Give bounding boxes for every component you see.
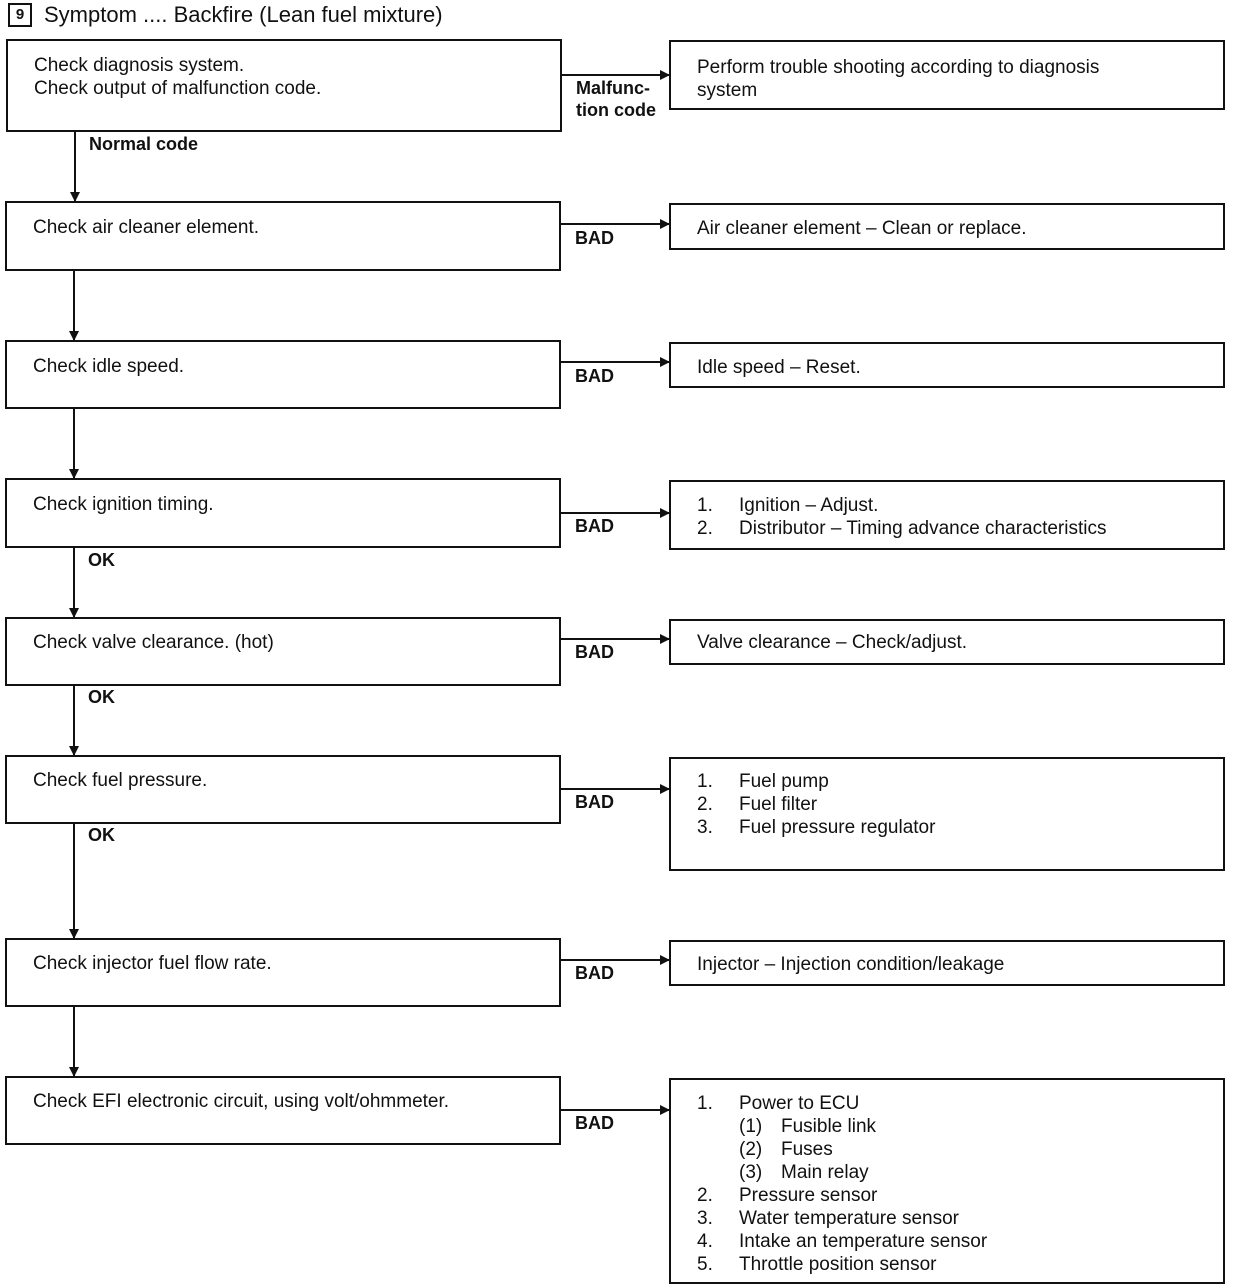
result-item: 1. Ignition – Adjust.: [697, 495, 879, 516]
normal-code-label: Normal code: [89, 134, 199, 154]
step-line: Check air cleaner element.: [33, 217, 259, 238]
result-box-injector-flow: [669, 940, 1225, 986]
result-box-efi-circuit: [669, 1078, 1225, 1284]
step-box-fuel-pressure: [5, 755, 561, 824]
result-subitem: (2) Fuses: [739, 1139, 833, 1160]
result-box-fuel-pressure: [669, 757, 1225, 871]
result-line: Air cleaner element – Clean or replace.: [697, 218, 1027, 239]
bad-label: BAD: [575, 1113, 614, 1133]
result-item: 3. Water temperature sensor: [697, 1208, 959, 1229]
result-box-air-cleaner: [669, 203, 1225, 250]
result-box-diagnosis: [669, 40, 1225, 110]
step-line: Check EFI electronic circuit, using volt/ohmmeter.: [33, 1091, 450, 1112]
result-box-idle-speed: [669, 342, 1225, 388]
step-box-idle-speed: [5, 340, 561, 409]
result-line: Idle speed – Reset.: [697, 357, 861, 378]
section-number: 9: [8, 3, 32, 27]
result-line: Perform trouble shooting according to diagnosis: [697, 57, 1100, 78]
bad-label: BAD: [575, 963, 614, 983]
step-box-efi-circuit: [5, 1076, 561, 1145]
bad-label: BAD: [575, 516, 614, 536]
result-line: Valve clearance – Check/adjust.: [697, 632, 968, 653]
step-box-injector-flow: [5, 938, 561, 1007]
result-box-valve-clearance: [669, 619, 1225, 665]
result-item: 2. Distributor – Timing advance characteristics: [697, 518, 1107, 539]
title-text: Symptom .... Backfire (Lean fuel mixture): [44, 2, 443, 27]
step-line: Check injector fuel flow rate.: [33, 953, 272, 974]
step-line: Check fuel pressure.: [33, 770, 208, 791]
result-line: system: [697, 80, 758, 101]
step-line: Check valve clearance. (hot): [33, 632, 274, 653]
result-subitem: (1) Fusible link: [739, 1116, 877, 1137]
step-line: Check idle speed.: [33, 356, 185, 377]
malfunction-code-label: Malfunc- tion code: [576, 78, 656, 120]
bad-label: BAD: [575, 792, 614, 812]
step-line: Check diagnosis system.: [34, 55, 245, 76]
step-box-valve-clearance: [5, 617, 561, 686]
result-item: 1. Fuel pump: [697, 771, 829, 792]
step-box-diagnosis: [6, 39, 562, 132]
ok-label: OK: [88, 687, 115, 707]
step-box-air-cleaner: [5, 201, 561, 271]
result-item: 4. Intake an temperature sensor: [697, 1231, 988, 1252]
result-item: 2. Fuel filter: [697, 794, 818, 815]
result-item: 5. Throttle position sensor: [697, 1254, 937, 1275]
result-item: 3. Fuel pressure regulator: [697, 817, 936, 838]
bad-label: BAD: [575, 228, 614, 248]
ok-label: OK: [88, 825, 115, 845]
result-item: 2. Pressure sensor: [697, 1185, 878, 1206]
bad-label: BAD: [575, 366, 614, 386]
step-box-ignition-timing: [5, 478, 561, 548]
result-item: 1. Power to ECU: [697, 1093, 860, 1114]
ok-label: OK: [88, 550, 115, 570]
step-line: Check output of malfunction code.: [34, 78, 322, 99]
result-subitem: (3) Main relay: [739, 1162, 869, 1183]
step-line: Check ignition timing.: [33, 494, 214, 515]
result-line: Injector – Injection condition/leakage: [697, 954, 1005, 975]
result-box-ignition-timing: [669, 480, 1225, 550]
bad-label: BAD: [575, 642, 614, 662]
